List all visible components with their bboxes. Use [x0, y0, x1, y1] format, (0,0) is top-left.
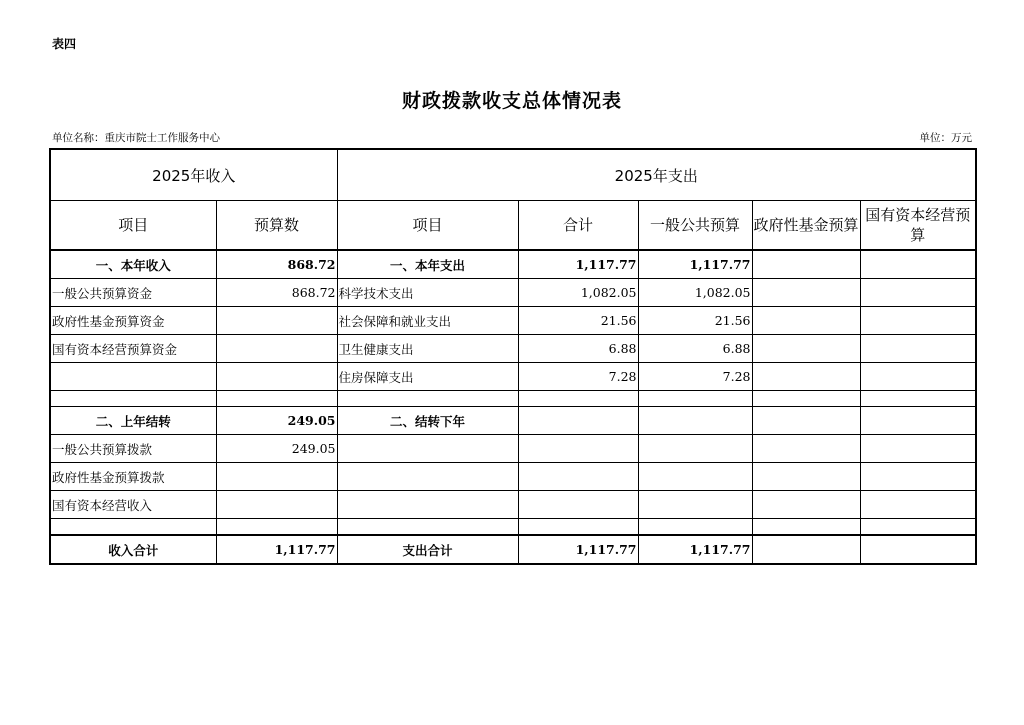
- table-cell: [638, 391, 752, 407]
- unit-label: 单位：万元: [919, 132, 972, 144]
- table-cell: [50, 363, 216, 391]
- table-cell: [752, 363, 860, 391]
- table-cell: [752, 407, 860, 435]
- table-cell: [518, 435, 638, 463]
- table-cell: [638, 407, 752, 435]
- table-cell: [518, 519, 638, 536]
- column-header: 一般公共预算: [638, 201, 752, 251]
- table-cell: [860, 407, 976, 435]
- table-cell: 868.72: [216, 279, 337, 307]
- table-cell: 1,117.77: [518, 535, 638, 564]
- table-cell: 国有资本经营预算资金: [50, 335, 216, 363]
- table-cell: [860, 250, 976, 279]
- table-row: [50, 435, 976, 463]
- table-cell: 1,082.05: [518, 279, 638, 307]
- table-cell: 科学技术支出: [337, 279, 518, 307]
- page-title: 财政拨款收支总体情况表: [401, 90, 622, 112]
- table-cell: 7.28: [518, 363, 638, 391]
- table-cell: [337, 435, 518, 463]
- table-cell: [752, 250, 860, 279]
- table-cell: [216, 335, 337, 363]
- table-cell: [860, 435, 976, 463]
- table-cell: [216, 491, 337, 519]
- table-header-row-1: [50, 149, 976, 201]
- column-header: 预算数: [216, 201, 337, 251]
- table-cell: [860, 519, 976, 536]
- table-cell: [337, 463, 518, 491]
- table-cell: 1,117.77: [638, 535, 752, 564]
- table-row: [50, 307, 976, 335]
- table-row: [50, 335, 976, 363]
- table-cell: [518, 391, 638, 407]
- table-cell: [752, 535, 860, 564]
- table-cell: [638, 519, 752, 536]
- table-tag: 表四: [52, 37, 77, 51]
- table-cell: [337, 391, 518, 407]
- table-cell: [216, 391, 337, 407]
- table-cell: 政府性基金预算拨款: [50, 463, 216, 491]
- table-cell: 住房保障支出: [337, 363, 518, 391]
- table-cell: [216, 463, 337, 491]
- column-header: 项目: [50, 201, 216, 251]
- table-row: [50, 491, 976, 519]
- table-cell: [337, 519, 518, 536]
- table-cell: [518, 491, 638, 519]
- table-cell: [752, 391, 860, 407]
- column-header: 政府性基金预算: [752, 201, 860, 251]
- table-cell: [216, 307, 337, 335]
- table-cell: 6.88: [518, 335, 638, 363]
- table-cell: 国有资本经营收入: [50, 491, 216, 519]
- table-cell: [860, 463, 976, 491]
- table-cell: 支出合计: [337, 535, 518, 564]
- table-cell: 一般公共预算拨款: [50, 435, 216, 463]
- table-header-row-2: [50, 201, 976, 251]
- table-cell: [752, 335, 860, 363]
- table-cell: 868.72: [216, 250, 337, 279]
- header-expense: 2025年支出: [337, 149, 976, 201]
- table-cell: 一般公共预算资金: [50, 279, 216, 307]
- column-header: 合计: [518, 201, 638, 251]
- header-income: 2025年收入: [50, 149, 337, 201]
- table-cell: [216, 363, 337, 391]
- table-cell: 21.56: [638, 307, 752, 335]
- table-cell: 卫生健康支出: [337, 335, 518, 363]
- table-row: [50, 535, 976, 564]
- table-cell: 249.05: [216, 407, 337, 435]
- table-row: [50, 363, 976, 391]
- table-cell: 二、上年结转: [50, 407, 216, 435]
- table-row: [50, 519, 976, 536]
- table-cell: [860, 279, 976, 307]
- table-cell: [752, 307, 860, 335]
- table-cell: [752, 491, 860, 519]
- unit-name: 单位名称：重庆市院士工作服务中心: [52, 132, 220, 144]
- table-cell: 二、结转下年: [337, 407, 518, 435]
- table-cell: 收入合计: [50, 535, 216, 564]
- table-row: [50, 407, 976, 435]
- table-cell: [518, 407, 638, 435]
- table-cell: [50, 519, 216, 536]
- table-cell: [337, 491, 518, 519]
- table-row: [50, 250, 976, 279]
- table-cell: [752, 463, 860, 491]
- table-cell: 6.88: [638, 335, 752, 363]
- table-cell: [638, 435, 752, 463]
- table-cell: 社会保障和就业支出: [337, 307, 518, 335]
- table-cell: 1,082.05: [638, 279, 752, 307]
- table-cell: 7.28: [638, 363, 752, 391]
- table-row: [50, 391, 976, 407]
- table-cell: [518, 463, 638, 491]
- table-cell: 1,117.77: [518, 250, 638, 279]
- table-cell: 1,117.77: [216, 535, 337, 564]
- finance-table: [49, 148, 977, 565]
- table-cell: [860, 535, 976, 564]
- table-cell: [860, 491, 976, 519]
- table-cell: 一、本年收入: [50, 250, 216, 279]
- table-cell: [860, 307, 976, 335]
- table-row: [50, 279, 976, 307]
- column-header: 国有资本经营预算: [860, 201, 976, 251]
- table-cell: 一、本年支出: [337, 250, 518, 279]
- table-cell: [752, 435, 860, 463]
- table-cell: 政府性基金预算资金: [50, 307, 216, 335]
- column-header: 项目: [337, 201, 518, 251]
- table-cell: 21.56: [518, 307, 638, 335]
- table-cell: [50, 391, 216, 407]
- table-cell: [860, 363, 976, 391]
- table-cell: [638, 491, 752, 519]
- table-cell: [638, 463, 752, 491]
- table-cell: 249.05: [216, 435, 337, 463]
- table-cell: [752, 279, 860, 307]
- table-cell: [860, 391, 976, 407]
- table-cell: [752, 519, 860, 536]
- table-cell: [860, 335, 976, 363]
- table-cell: 1,117.77: [638, 250, 752, 279]
- table-row: [50, 463, 976, 491]
- table-cell: [216, 519, 337, 536]
